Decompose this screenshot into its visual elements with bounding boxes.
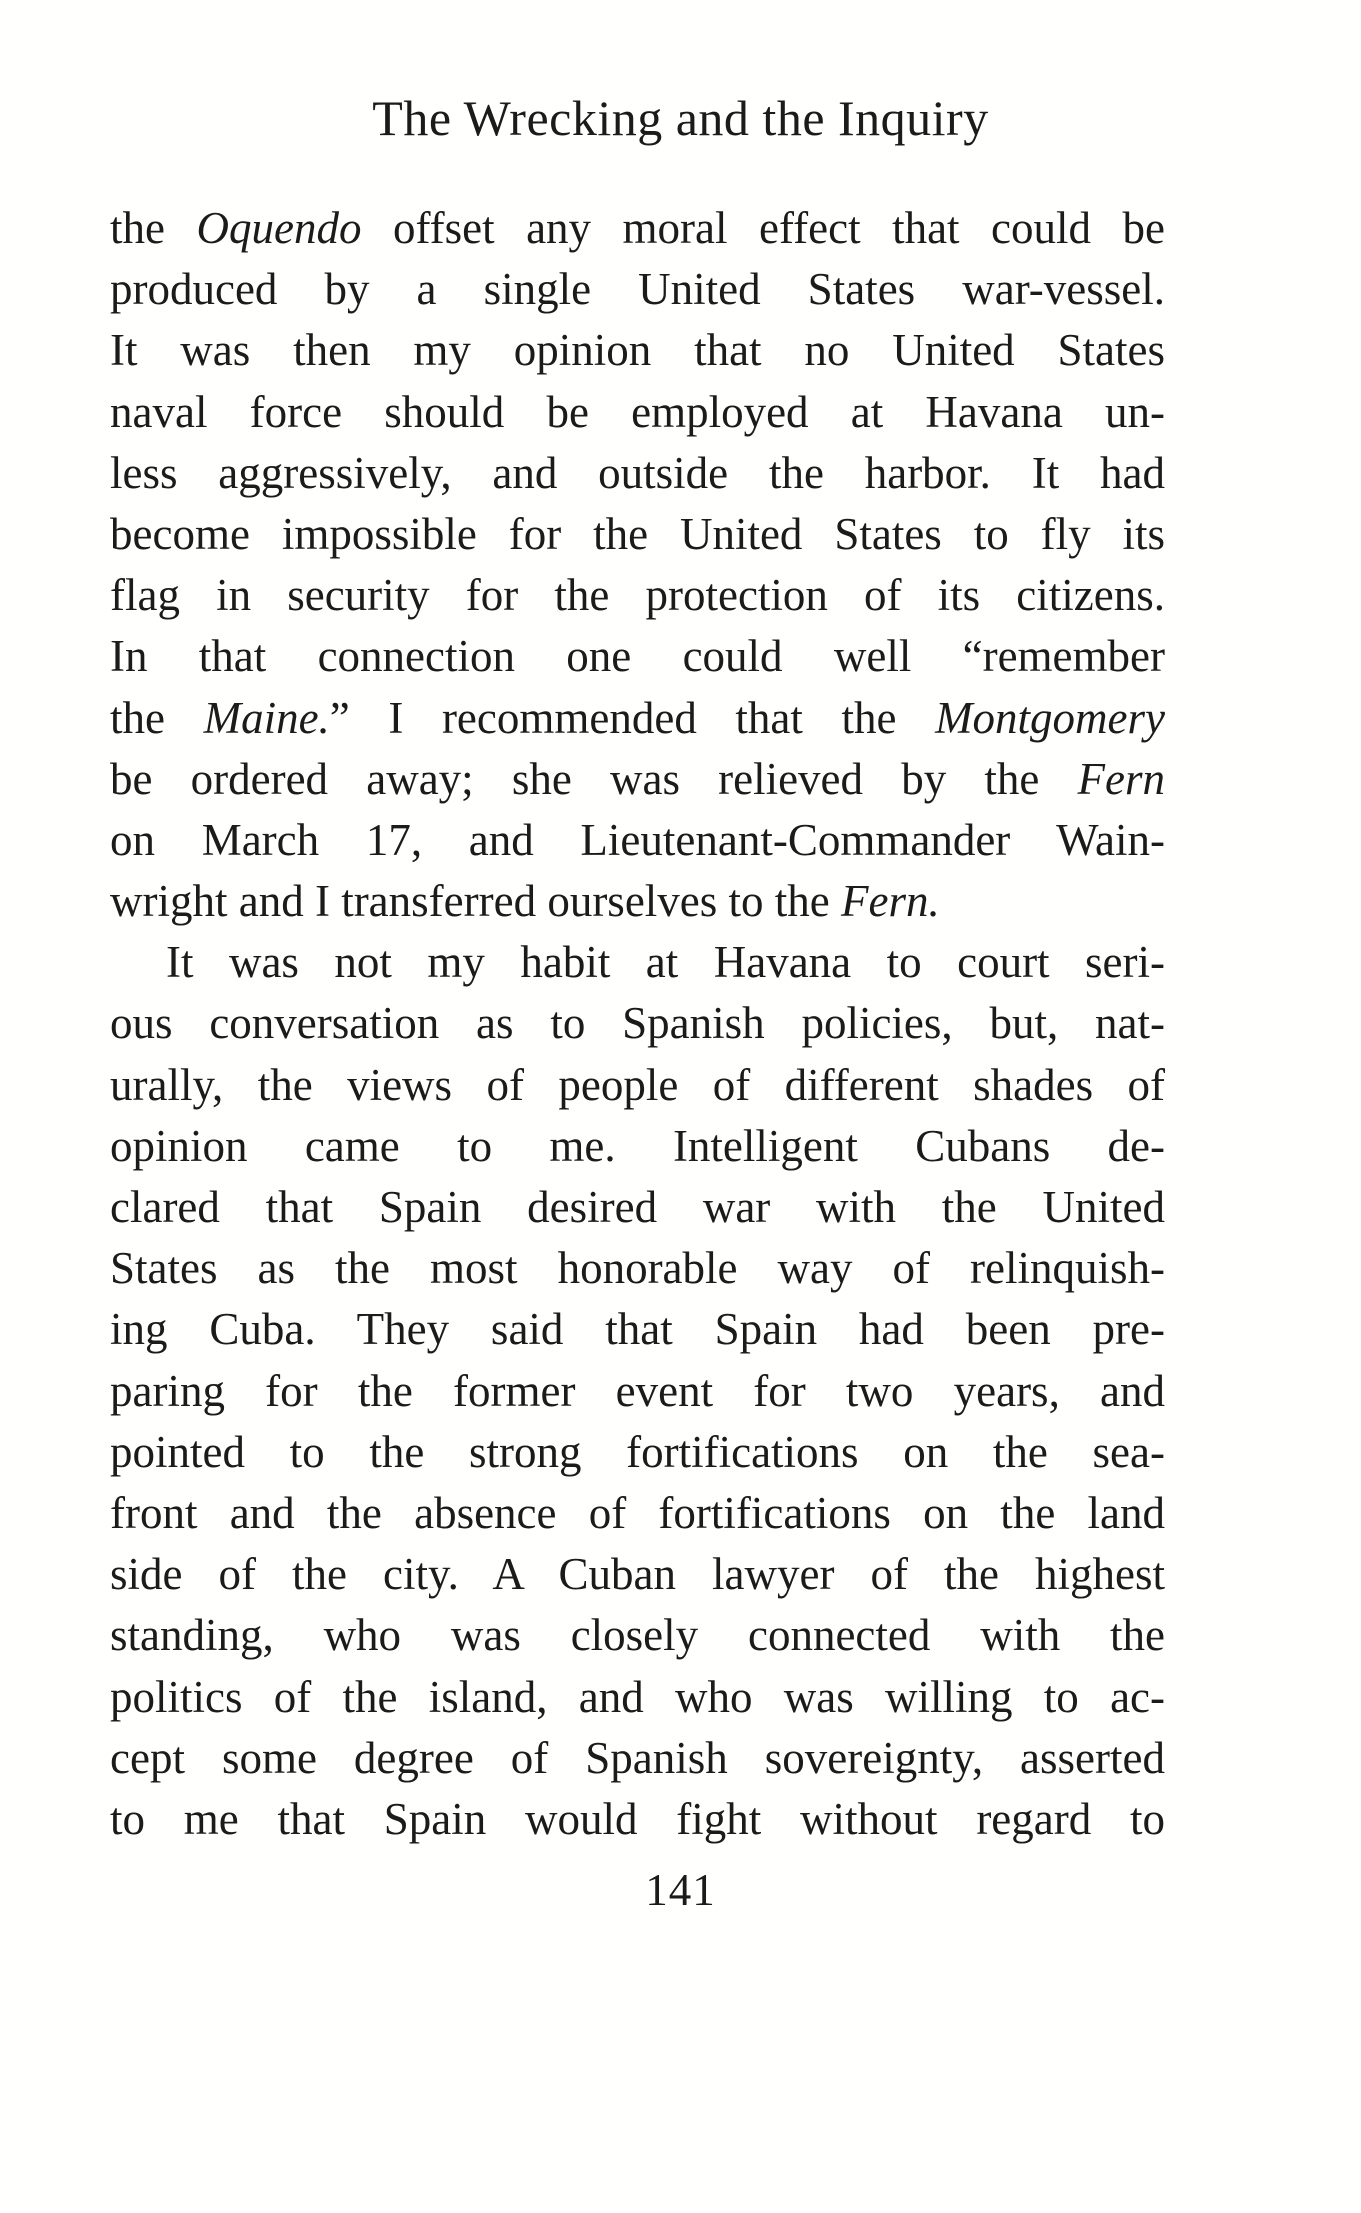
text-run: the	[110, 203, 197, 253]
text-run: cept some degree of Spanish sovereignty, asserted	[110, 1732, 1165, 1783]
text-run: urally, the views of people of different shades of	[110, 1059, 1165, 1110]
text-run: flag in security for the protection of its citizens.	[110, 570, 1165, 621]
italic-text: Maine.	[203, 692, 330, 743]
text-line	[110, 259, 1165, 320]
text-run: the	[110, 692, 204, 743]
text-line	[110, 993, 1165, 1054]
text-run: offset any moral effect that could be	[361, 203, 1165, 253]
text-line	[110, 626, 1165, 687]
text-run: It was then my opinion that no United States	[110, 325, 1165, 376]
text-run: It was not my habit at Havana to court seri-	[166, 937, 1165, 988]
text-line	[110, 198, 1165, 259]
italic-text: Fern	[1077, 753, 1165, 804]
text-line	[110, 565, 1165, 626]
text-run: standing, who was closely connected with the	[110, 1610, 1165, 1661]
text-run: wright and I transferred ourselves to the	[110, 876, 842, 927]
text-line	[110, 1177, 1165, 1238]
text-line	[110, 871, 1165, 932]
text-line	[110, 1667, 1165, 1728]
text-line	[110, 1238, 1165, 1299]
text-line	[110, 320, 1165, 381]
text-line	[110, 1728, 1165, 1789]
running-head: The Wrecking and the Inquiry	[372, 90, 989, 146]
text-line	[110, 749, 1165, 810]
text-line	[110, 443, 1165, 504]
text-line	[110, 1422, 1165, 1483]
text-line	[110, 1605, 1165, 1666]
text-run: pointed to the strong fortifications on the sea-	[110, 1426, 1165, 1477]
text-run: ous conversation as to Spanish policies, but, nat-	[110, 998, 1165, 1049]
italic-text: Fern.	[841, 876, 940, 927]
italic-text: Oquendo	[196, 203, 362, 253]
text-line	[110, 1055, 1165, 1116]
text-line	[110, 688, 1165, 749]
text-run: politics of the island, and who was willing to ac-	[110, 1671, 1165, 1722]
text-run: produced by a single United States war-vessel.	[110, 264, 1165, 315]
text-run: paring for the former event for two years, and	[110, 1365, 1165, 1416]
text-run: ing Cuba. They said that Spain had been pre-	[110, 1304, 1165, 1355]
text-line	[110, 382, 1165, 443]
text-run: less aggressively, and outside the harbor. It had	[110, 447, 1165, 498]
text-line	[110, 1299, 1165, 1360]
text-line	[110, 932, 1165, 993]
text-run: naval force should be employed at Havana un-	[110, 386, 1165, 437]
italic-text: Montgomery	[935, 692, 1166, 743]
body-text	[110, 198, 1165, 1850]
text-run: side of the city. A Cuban lawyer of the highest	[110, 1549, 1165, 1600]
text-run: front and the absence of fortifications on the land	[110, 1487, 1165, 1538]
text-run: be ordered away; she was relieved by the	[110, 753, 1078, 804]
text-run: opinion came to me. Intelligent Cubans de-	[110, 1120, 1165, 1171]
text-run: become impossible for the United States to fly its	[110, 508, 1165, 559]
text-run: on March 17, and Lieutenant-Commander Wain-	[110, 814, 1165, 865]
text-run: to me that Spain would fight without regard to	[110, 1793, 1165, 1844]
page-number: 141	[645, 1865, 716, 1915]
text-run: In that connection one could well “remember	[110, 631, 1165, 682]
text-line	[110, 1116, 1165, 1177]
text-line	[110, 1789, 1165, 1850]
text-line	[110, 1483, 1165, 1544]
text-line	[110, 504, 1165, 565]
text-line	[110, 810, 1165, 871]
text-run: ” I recommended that the	[329, 692, 936, 743]
text-run: States as the most honorable way of relinquish-	[110, 1243, 1165, 1294]
text-line	[110, 1544, 1165, 1605]
text-run: clared that Spain desired war with the United	[110, 1182, 1165, 1232]
text-line	[110, 1361, 1165, 1422]
